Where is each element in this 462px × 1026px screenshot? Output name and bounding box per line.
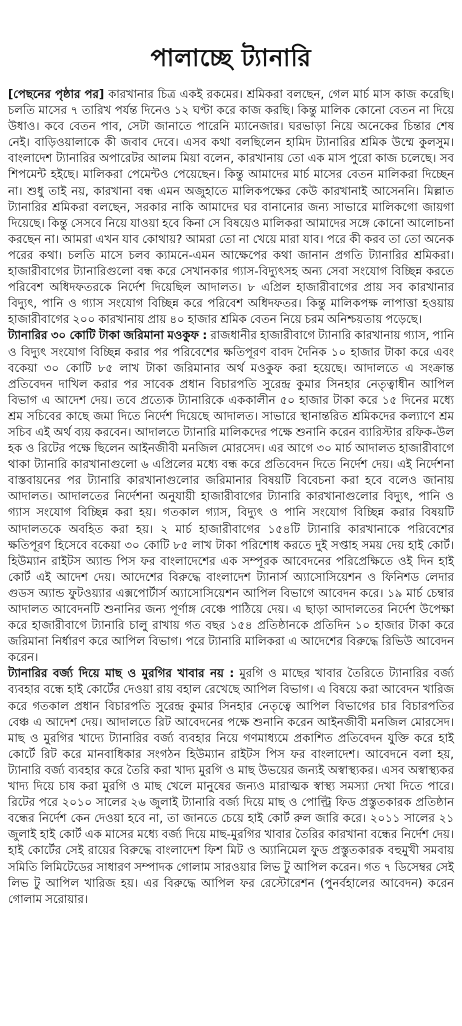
paragraph-1-body: কারখানার চিত্র একই রকমের। শ্রমিকরা বলছেন, গেল মার্চ মাস কাজ করেছি। চলতি মাসের ৭ তারিখ পর্যন্ত দিনেও ১২ ঘণ্টা করে কাজ করছি। কিন্তু মালিক কোনো বেতন না দিয়ে উধাও। কবে বেতন পাব, সেটা জানাতে পারেনি ম্যানেজার। ঘরভাড়া নিয়ে অনেকের চিন্তার শেষ নেই। বাড়িওয়ালাকে কী জবাব দেবে। এসব কথা বলছিলেন হামিদ ট্যানারির শ্রমিক উম্মে কুলসুম। বাংলাদেশ ট্যানারির অপারেটর আলম মিয়া বলেন, কারখানায় তো এক মাস পুরো কাজ চলেছে। সব শিপমেন্ট হইছে। মালিকরা পেমেন্টও পেয়েছেন। কিন্তু আমাদের মার্চ মাসের বেতন মালিকরা দিচ্ছেন না। শুধু তাই নয়, কারখানা বন্ধ এমন অজুহাতে মালিকপক্ষের কেউ কারখানাই আসেননি। মিল্লাত ট্যানারির শ্রমিকরা বলছেন, সরকার নাকি আমাদের ঘর বানানোর জন্য সাভারে মালিকগো জায়গা দিয়েছে। কিন্তু সেসবে নিয়ে যাওয়া হবে কিনা সে বিষয়েও মালিকরা আমাদের সঙ্গে কোনো আলোচনা করছেন না। আমরা এখন যাব কোথায়? আমরা তো না খেয়ে মারা যাব। পরে কী করব তা তো অনেক পরের কথা। চলতি মাসে চলব ক্যামনে-এমন আক্ষেপের কথা জানান প্রগতি ট্যানারির শ্রমিকরা। হাজারীবাগের ট্যানারিগুলো বন্ধ করে সেখানকার গ্যাস-বিদ্যুৎসহ অন্য সেবা সংযোগ বিচ্ছিন্ন করতে পরিবেশ অধিদফতরকে নির্দেশ দিয়েছিল আদালত। ৮ এপ্রিল হাজারীবাগের প্রায় সব কারখানার বিদ্যুৎ, পানি ও গ্যাস সংযোগ বিচ্ছিন্ন করে পরিবেশ অধিদফতর। কিন্তু মালিকপক্ষ লাপাত্তা হওয়ায় হাজারীবাগের ২০০ কারখানায় প্রায় ৪০ হাজার শ্রমিক বেতন নিয়ে চরম অনিশ্চয়তায় পড়েছে। <box>8 87 454 327</box>
article-paragraph-3 <box>8 665 454 906</box>
paragraph-2-body: রাজধানীর হাজারীবাগে ট্যানারি কারখানায় গ্যাস, পানি ও বিদ্যুৎ সংযোগ বিচ্ছিন্ন করার পর পরিবেশের ক্ষতিপূরণ বাবদ দৈনিক ১০ হাজার টাকা করে এবং বকেয়া ৩০ কোটি ৮৫ লাখ টাকা জরিমানার অর্থ মওকুফ করা হয়েছে। আদালতে এ সংক্রান্ত প্রতিবেদন দাখিল করার পর সাবেক প্রধান বিচারপতি সুরেন্দ্র কুমার সিনহার নেতৃত্বাধীন আপিল বিভাগ এ আদেশ দেয়। তবে প্রত্যেক ট্যানারিকে এককালীন ৫০ হাজার টাকা করে ১৫ দিনের মধ্যে শ্রম সচিবের কাছে জমা দিতে নির্দেশ দিয়েছে আদালত। সাভারে স্থানান্তরিত শ্রমিকদের কল্যাণে শ্রম সচিব এই অর্থ ব্যয় করবেন। আদালতে ট্যানারি মালিকদের পক্ষে শুনানি করেন ব্যারিস্টার রফিক-উল হক ও রিটের পক্ষে ছিলেন আইনজীবী মনজিল মোরসেদ। এর আগে ৩০ মার্চ আদালত হাজারীবাগে থাকা ট্যানারি কারখানাগুলো ৬ এপ্রিলের মধ্যে বন্ধ করে প্রতিবেদন দিতে নির্দেশ দেয়। এই নির্দেশনা বাস্তবায়নের পর ট্যানারি কারখানাগুলোর জরিমানার বিষয়টি বিবেচনা করা হবে বলেও জানায় আদালত। আদালতের নির্দেশনা অনুযায়ী হাজারীবাগের ট্যানারি কারখানাগুলোর বিদ্যুৎ, পানি ও গ্যাস সংযোগ বিচ্ছিন্ন করা হয়। গতকাল গ্যাস, বিদ্যুৎ ও পানি সংযোগ বিচ্ছিন্ন করার বিষয়টি আদালতকে অবহিত করা হয়। ২ মার্চ হাজারীবাগের ১৫৪টি ট্যানারি কারখানাকে পরিবেশের ক্ষতিপূরণ হিসেবে বকেয়া ৩০ কোটি ৮৫ লাখ টাকা পরিশোধ করতে দুই সপ্তাহ সময় দেয় হাই কোর্ট। হিউম্যান রাইটস অ্যান্ড পিস ফর বাংলাদেশের এক সম্পূরক আবেদনের পরিপ্রেক্ষিতে ওই দিন হাই কোর্ট এই আদেশ দেয়। আদেশের বিরুদ্ধে বাংলাদেশ ট্যানার্স অ্যাসোসিয়েশন ও ফিনিশড লেদার গুডস অ্যান্ড ফুটওয়্যার এক্সপোর্টার্স অ্যাসোসিয়েশন আপিল বিভাগে আবেদন করে। ১৯ মার্চ চেম্বার আদালত আবেদনটি শুনানির জন্য পূর্ণাঙ্গ বেঞ্চে পাঠিয়ে দেয়। এ ছাড়া আদালতের নির্দেশ উপেক্ষা করে হাজারীবাগে ট্যানারি চালু রাখায় গত বছর ১৫৪ প্রতিষ্ঠানকে প্রতিদিন ১০ হাজার টাকা করে জরিমানা নির্ধারণ করে আপিল বিভাগ। পরে ট্যানারি মালিকরা এ আদেশের বিরুদ্ধে রিভিউ আবেদন করেন। <box>8 328 454 665</box>
paragraph-1-lead: [পেছনের পৃষ্ঠার পর] <box>8 87 105 101</box>
paragraph-2-lead: ট্যানারির ৩০ কোটি টাকা জরিমানা মওকুফ : <box>8 328 208 343</box>
paragraph-3-lead: ট্যানারির বর্জ্য দিয়ে মাছ ও মুরগির খাবার নয় : <box>8 666 235 681</box>
article-paragraph-2 <box>8 327 454 665</box>
article-paragraph-1 <box>8 86 454 327</box>
article-headline: পালাচ্ছে ট্যানারি <box>150 44 312 72</box>
paragraph-3-body: মুরগি ও মাছের খাবার তৈরিতে ট্যানারির বর্জ্য ব্যবহার বন্ধে হাই কোর্টের দেওয়া রায় বহাল রেখেছে আপিল বিভাগ। এ বিষয়ে করা আবেদন খারিজ করে গতকাল প্রধান বিচারপতি সুরেন্দ্র কুমার সিনহার নেতৃত্বে আপিল বিভাগের চার বিচারপতির বেঞ্চ এ আদেশ দেয়। আদালতে রিট আবেদনের পক্ষে শুনানি করেন আইনজীবী মনজিল মোরসেদ। মাছ ও মুরগির খাদ্যে ট্যানারির বর্জ্য ব্যবহার নিয়ে গণমাধ্যমে প্রকাশিত প্রতিবেদন যুক্তি করে হাই কোর্টে রিট করে মানবাধিকার সংগঠন হিউম্যান রাইটস পিস ফর বাংলাদেশ। আবেদনে বলা হয়, ট্যানারি বর্জ্য ব্যবহার করে তৈরি করা খাদ্য মুরগি ও মাছ উভয়ের জন্যই অস্বাস্থ্যকর। এসব অস্বাস্থ্যকর খাদ্য দিয়ে চাষ করা মুরগি ও মাছ খেলে মানুষের জন্যও মারাত্মক স্বাস্থ্য সমস্যা দেখা দিতে পারে। রিটের পরে ২০১০ সালের ২৬ জুলাই ট্যানারি বর্জ্য দিয়ে মাছ ও পোল্ট্রি ফিড প্রস্তুতকারক প্রতিষ্ঠান বন্ধের নির্দেশ কেন দেওয়া হবে না, তা জানতে চেয়ে হাই কোর্ট রুল জারি করে। ২০১১ সালের ২১ জুলাই হাই কোর্ট এক মাসের মধ্যে বর্জ্য দিয়ে মাছ-মুরগির খাবার তৈরির কারখানা বন্ধের নির্দেশ দেয়। হাই কোর্টের সেই রায়ের বিরুদ্ধে বাংলাদেশ ফিশ মিট ও অ্যানিমেল ফুড প্রস্তুতকারক বহুমুখী সমবায় সমিতি লিমিটেডের সাধারণ সম্পাদক গোলাম সারওয়ার লিভ টু আপিল করেন। গত ৭ ডিসেম্বর সেই লিভ টু আপিল খারিজ হয়। এর বিরুদ্ধে আপিল ফর রেস্টোরেশন (পুনর্বহালের আবেদন) করেন গোলাম সরোয়ার। <box>8 666 454 906</box>
